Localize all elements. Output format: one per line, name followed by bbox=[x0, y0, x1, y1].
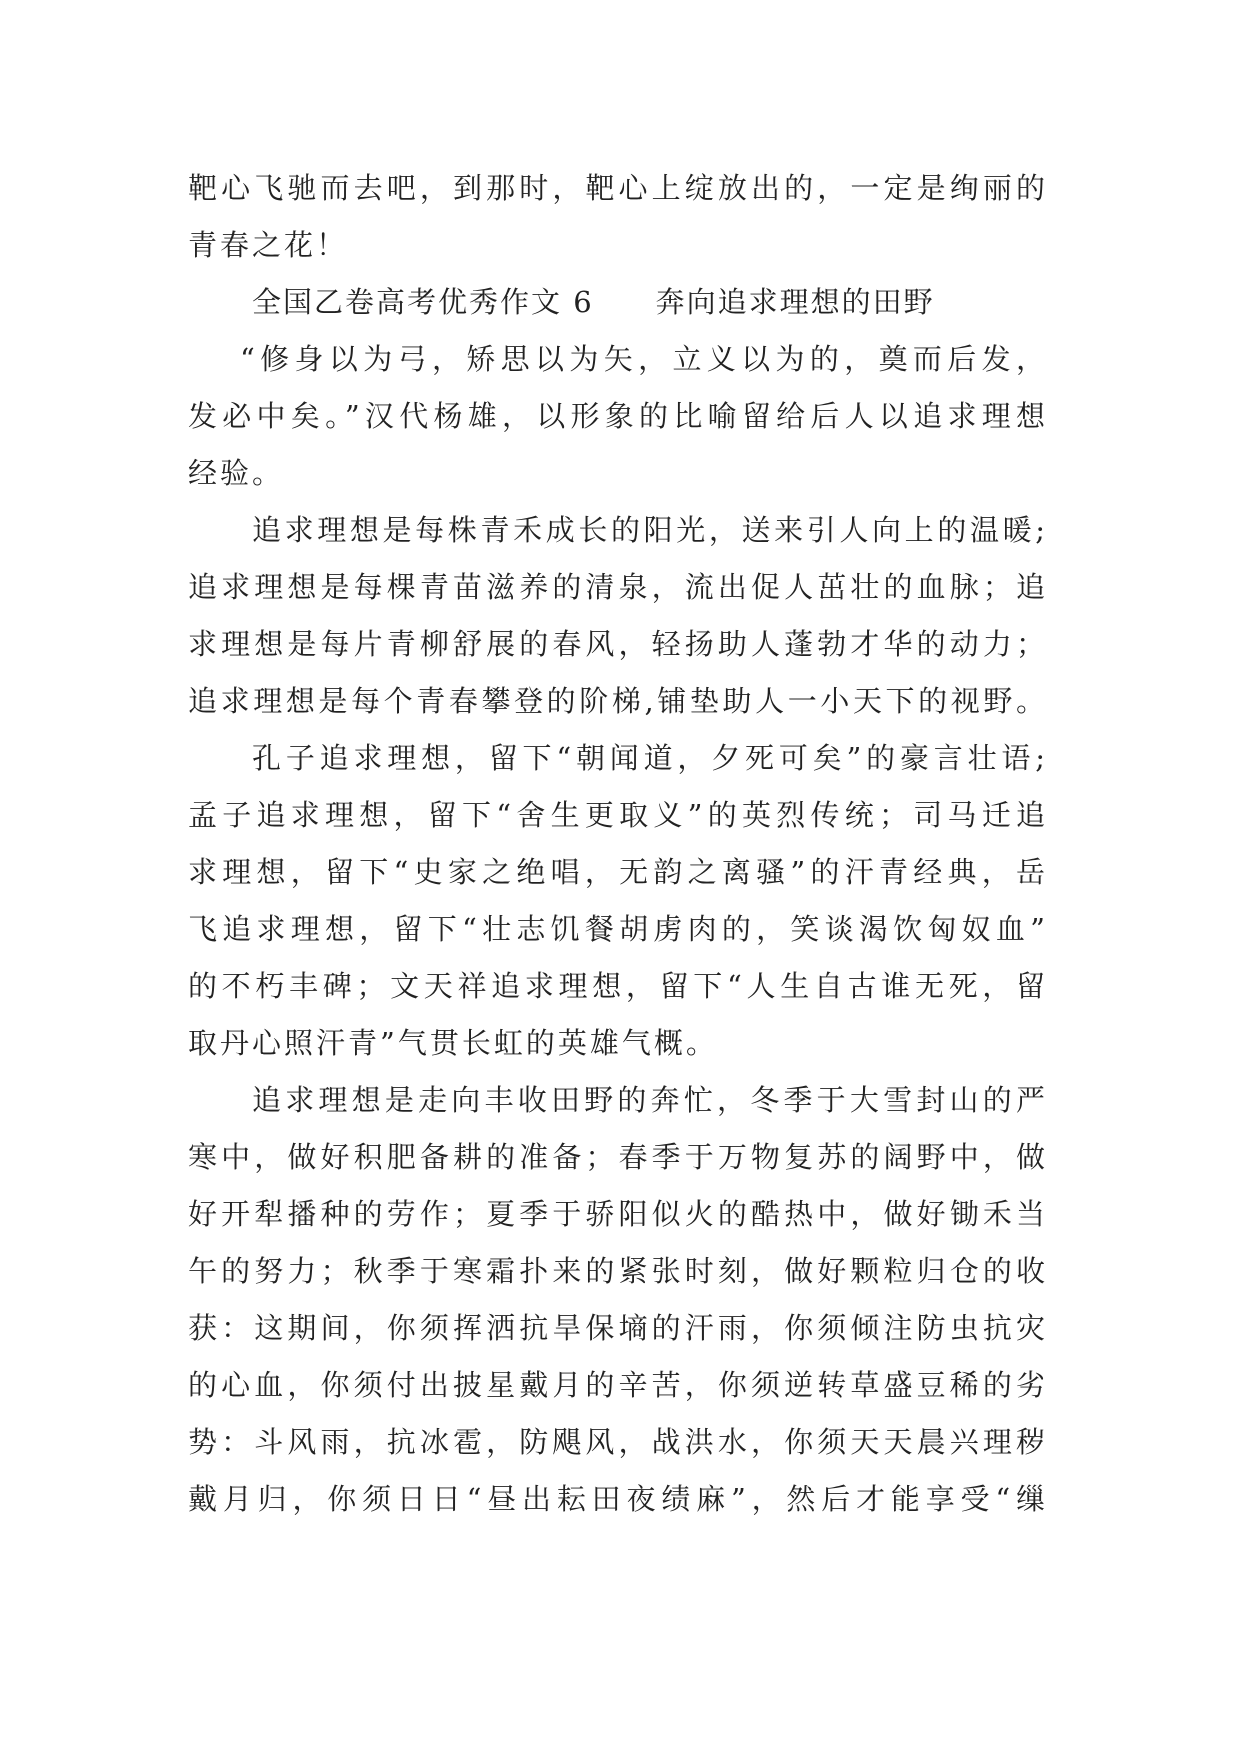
paragraph-line: 飞追求理想，留下“壮志饥餐胡虏肉的，笑谈渴饮匈奴血” bbox=[188, 912, 1048, 946]
paragraph-line: “修身以为弓，矫思以为矢，立义以为的，奠而后发， bbox=[240, 342, 1048, 376]
paragraph-line: 求理想，留下“史家之绝唱，无韵之离骚”的汗青经典，岳 bbox=[188, 855, 1048, 889]
paragraph-line: 求理想是每片青柳舒展的春风，轻扬助人蓬勃才华的动力； bbox=[188, 627, 1048, 661]
paragraph-line: 孔子追求理想，留下“朝闻道，夕死可矣”的豪言壮语; bbox=[252, 741, 1048, 775]
intro-line: 青春之花！ bbox=[188, 228, 349, 262]
paragraph-line: 的不朽丰碑；文天祥追求理想，留下“人生自古谁无死，留 bbox=[188, 969, 1048, 1003]
essay-title: 奔向追求理想的田野 bbox=[655, 285, 935, 319]
paragraph-line: 发必中矣。”汉代杨雄，以形象的比喻留给后人以追求理想 bbox=[188, 399, 1048, 433]
paragraph-line: 好开犁播种的劳作；夏季于骄阳似火的酷热中，做好锄禾当 bbox=[188, 1197, 1048, 1231]
paragraph-line: 午的努力；秋季于寒霜扑来的紧张时刻，做好颗粒归仓的收 bbox=[188, 1254, 1048, 1288]
paragraph-line: 追求理想是每棵青苗滋养的清泉，流出促人茁壮的血脉；追 bbox=[188, 570, 1048, 604]
essay-text bbox=[188, 160, 1048, 1528]
essay-heading bbox=[188, 274, 1048, 331]
paragraph-line: 追求理想是每株青禾成长的阳光，送来引人向上的温暖; bbox=[252, 513, 1048, 547]
intro-line: 靶心飞驰而去吧，到那时，靶心上绽放出的，一定是绚丽的 bbox=[188, 171, 1048, 205]
paragraph-line: 的心血，你须付出披星戴月的辛苦，你须逆转草盛豆稀的劣 bbox=[188, 1368, 1048, 1402]
paragraph-line: 戴月归，你须日日“昼出耘田夜绩麻”，然后才能享受“缫 bbox=[188, 1482, 1048, 1516]
paragraph-line: 孟子追求理想，留下“舍生更取义”的英烈传统；司马迁追 bbox=[188, 798, 1048, 832]
paragraph-line: 取丹心照汗青”气贯长虹的英雄气概。 bbox=[188, 1026, 718, 1060]
paragraph-line: 获：这期间，你须挥洒抗旱保墒的汗雨，你须倾注防虫抗灾 bbox=[188, 1311, 1048, 1345]
paragraph-line: 寒中，做好积肥备耕的准备；春季于万物复苏的阔野中，做 bbox=[188, 1140, 1048, 1174]
essay-number-label: 全国乙卷高考优秀作文 6 bbox=[252, 285, 594, 319]
paragraph-line: 势：斗风雨，抗冰雹，防飓风，战洪水，你须天天晨兴理秽 bbox=[188, 1425, 1048, 1459]
paragraph-line: 追求理想是走向丰收田野的奔忙，冬季于大雪封山的严 bbox=[252, 1083, 1048, 1117]
paragraph-line: 经验。 bbox=[188, 456, 285, 490]
paragraph-line: 追求理想是每个青春攀登的阶梯,铺垫助人一小天下的视野。 bbox=[188, 684, 1048, 718]
